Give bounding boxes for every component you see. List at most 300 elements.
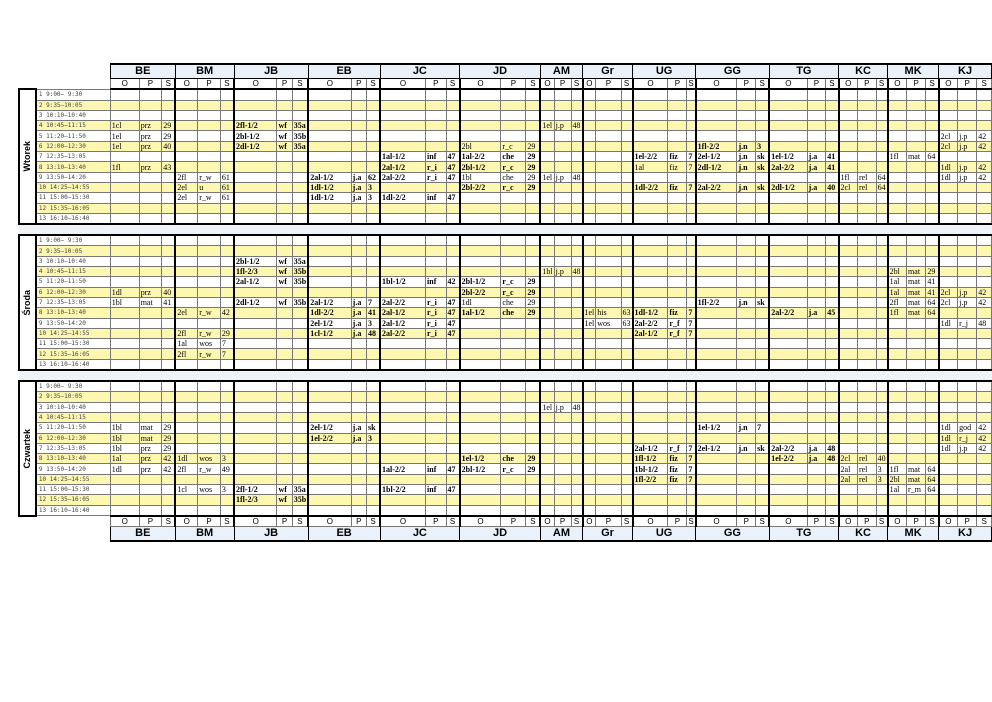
lesson-cell <box>621 443 633 453</box>
lesson-cell <box>583 267 596 277</box>
lesson-cell: 64 <box>926 297 939 307</box>
lesson-cell <box>175 89 197 100</box>
column-label: O <box>308 79 351 90</box>
lesson-cell <box>876 392 888 402</box>
teacher-name: KC <box>839 64 888 79</box>
lesson-cell <box>926 318 939 328</box>
lesson-cell: 40 <box>162 287 176 297</box>
lesson-cell <box>926 182 939 192</box>
time-slot: 1 9:00– 9:30 <box>36 381 110 392</box>
lesson-cell <box>162 267 176 277</box>
lesson-cell: mat <box>907 308 926 318</box>
lesson-cell <box>460 505 501 516</box>
lesson-cell <box>460 318 501 328</box>
lesson-cell <box>839 193 858 203</box>
lesson-cell <box>696 277 737 287</box>
lesson-cell <box>571 235 583 246</box>
lesson-cell: prz <box>139 464 162 474</box>
lesson-cell <box>687 193 696 203</box>
lesson-cell <box>234 100 277 110</box>
lesson-cell <box>292 443 308 453</box>
lesson-cell <box>737 339 756 349</box>
lesson-cell <box>939 277 958 287</box>
lesson-cell <box>446 474 460 484</box>
lesson-cell <box>839 110 858 120</box>
lesson-cell <box>234 412 277 422</box>
lesson-cell <box>426 287 447 297</box>
lesson-cell <box>277 100 292 110</box>
lesson-cell <box>380 89 425 100</box>
lesson-cell <box>277 246 292 256</box>
lesson-cell: 35b <box>293 131 307 141</box>
lesson-cell <box>756 402 770 412</box>
column-label: P <box>737 79 756 90</box>
column-label: O <box>583 516 596 527</box>
lesson-cell <box>571 308 583 318</box>
lesson-cell <box>220 162 234 172</box>
lesson-cell <box>501 256 526 266</box>
lesson-cell: 35b <box>293 277 307 287</box>
lesson-cell <box>110 277 139 287</box>
lesson-cell <box>596 505 621 516</box>
lesson-cell <box>198 433 221 443</box>
column-label: O <box>460 516 501 527</box>
lesson-cell: 1cl <box>110 121 139 131</box>
lesson-cell: 1dl <box>939 423 958 433</box>
lesson-cell: 1fl-2/3 <box>234 495 277 505</box>
column-label: P <box>596 516 621 527</box>
lesson-cell: 29 <box>526 464 540 474</box>
lesson-cell <box>668 235 687 246</box>
lesson-cell <box>907 423 926 433</box>
lesson-cell <box>308 349 351 359</box>
lesson-cell: fiz <box>668 182 687 192</box>
lesson-cell <box>596 193 621 203</box>
lesson-cell <box>426 402 447 412</box>
lesson-cell <box>526 495 540 505</box>
lesson-cell <box>826 412 839 422</box>
lesson-cell <box>958 464 977 474</box>
lesson-cell <box>737 402 756 412</box>
lesson-cell <box>807 297 826 307</box>
lesson-cell: j.a <box>807 162 826 172</box>
lesson-cell <box>633 203 668 213</box>
lesson-cell <box>596 235 621 246</box>
lesson-cell <box>769 141 807 151</box>
lesson-cell <box>234 359 277 370</box>
lesson-cell <box>351 474 366 484</box>
lesson-cell <box>876 89 888 100</box>
lesson-cell <box>571 89 583 100</box>
lesson-cell <box>526 474 540 484</box>
time-slot: 2 9:35–10:05 <box>36 100 110 110</box>
lesson-row <box>19 162 992 172</box>
lesson-cell <box>571 381 583 392</box>
lesson-cell <box>139 328 162 338</box>
lesson-cell <box>977 213 992 224</box>
time-slot: 13 16:10–16:40 <box>36 359 110 370</box>
lesson-row <box>19 182 992 192</box>
lesson-cell <box>571 318 583 328</box>
lesson-cell <box>162 213 176 224</box>
lesson-row <box>19 359 992 370</box>
lesson-cell <box>826 484 839 494</box>
lesson-cell <box>888 402 907 412</box>
lesson-cell <box>839 121 858 131</box>
lesson-cell <box>857 121 876 131</box>
lesson-cell <box>198 110 221 120</box>
lesson-cell: 2dl-1/2 <box>769 182 807 192</box>
lesson-cell <box>596 328 621 338</box>
teacher-name: BE <box>110 64 175 79</box>
lesson-cell <box>351 287 366 297</box>
lesson-cell <box>446 267 460 277</box>
lesson-cell <box>839 141 858 151</box>
lesson-cell: inf <box>426 464 447 474</box>
lesson-cell: fiz <box>668 162 687 172</box>
lesson-cell <box>308 110 351 120</box>
lesson-cell <box>696 392 737 402</box>
lesson-cell <box>526 392 540 402</box>
lesson-cell <box>351 484 366 494</box>
lesson-cell <box>292 328 308 338</box>
lesson-cell <box>277 454 292 464</box>
lesson-cell <box>857 339 876 349</box>
lesson-cell <box>351 100 366 110</box>
lesson-cell <box>907 433 926 443</box>
lesson-cell <box>139 267 162 277</box>
lesson-cell: 1dl-2/2 <box>633 182 668 192</box>
lesson-cell <box>807 277 826 287</box>
lesson-cell: j.a <box>351 182 366 192</box>
lesson-cell <box>876 308 888 318</box>
lesson-cell <box>737 412 756 422</box>
lesson-cell <box>807 484 826 494</box>
lesson-cell <box>769 381 807 392</box>
lesson-cell <box>826 359 839 370</box>
lesson-cell <box>596 349 621 359</box>
lesson-cell <box>162 308 176 318</box>
lesson-cell <box>366 381 380 392</box>
lesson-cell <box>907 89 926 100</box>
lesson-cell: 2fl <box>888 297 907 307</box>
lesson-cell: r_c <box>501 141 526 151</box>
lesson-cell <box>426 100 447 110</box>
lesson-cell <box>501 193 526 203</box>
lesson-cell <box>554 110 571 120</box>
lesson-cell <box>926 505 939 516</box>
lesson-cell <box>554 412 571 422</box>
lesson-row <box>19 141 992 151</box>
lesson-cell <box>696 121 737 131</box>
lesson-cell <box>888 423 907 433</box>
lesson-cell <box>839 308 858 318</box>
lesson-cell <box>540 381 554 392</box>
lesson-cell <box>826 100 839 110</box>
lesson-cell <box>162 277 176 287</box>
lesson-cell <box>162 339 176 349</box>
lesson-cell <box>737 484 756 494</box>
lesson-cell <box>460 100 501 110</box>
lesson-cell: mat <box>907 152 926 162</box>
lesson-cell <box>907 412 926 422</box>
lesson-cell: j.p <box>554 172 571 182</box>
lesson-cell: fiz <box>668 474 687 484</box>
lesson-cell <box>668 172 687 182</box>
lesson-cell <box>939 495 958 505</box>
lesson-cell <box>571 297 583 307</box>
lesson-cell <box>668 349 687 359</box>
lesson-cell <box>501 246 526 256</box>
lesson-cell <box>198 141 221 151</box>
lesson-cell <box>756 235 770 246</box>
lesson-cell: 47 <box>446 308 460 318</box>
lesson-cell <box>175 287 197 297</box>
lesson-cell <box>958 402 977 412</box>
lesson-cell <box>583 172 596 182</box>
lesson-cell <box>668 141 687 151</box>
lesson-cell <box>737 121 756 131</box>
lesson-cell <box>554 392 571 402</box>
lesson-cell <box>426 267 447 277</box>
lesson-cell <box>926 423 939 433</box>
lesson-cell <box>668 203 687 213</box>
lesson-cell <box>839 359 858 370</box>
lesson-cell <box>220 246 234 256</box>
lesson-cell: 35a <box>292 141 308 151</box>
lesson-cell <box>939 474 958 484</box>
lesson-cell: 2fl <box>175 349 197 359</box>
lesson-cell: 3 <box>366 433 380 443</box>
lesson-cell <box>162 359 176 370</box>
lesson-cell <box>110 110 139 120</box>
lesson-cell <box>139 381 162 392</box>
column-label: S <box>571 79 583 90</box>
lesson-cell <box>756 359 770 370</box>
lesson-cell <box>460 203 501 213</box>
day-label <box>19 381 36 516</box>
lesson-cell <box>621 339 633 349</box>
lesson-cell: 48 <box>572 402 581 412</box>
lesson-cell <box>571 328 583 338</box>
lesson-cell <box>540 193 554 203</box>
lesson-cell <box>977 464 992 474</box>
lesson-cell <box>292 412 308 422</box>
lesson-cell: j.a <box>807 454 826 464</box>
lesson-cell: 42 <box>977 443 992 453</box>
lesson-cell <box>554 381 571 392</box>
lesson-cell <box>888 339 907 349</box>
lesson-cell <box>926 392 939 402</box>
lesson-cell <box>769 328 807 338</box>
lesson-cell <box>571 495 583 505</box>
teacher-name: UG <box>633 527 696 542</box>
lesson-cell <box>292 213 308 224</box>
lesson-cell <box>839 297 858 307</box>
lesson-cell: 35a <box>292 121 308 131</box>
lesson-cell <box>292 89 308 100</box>
lesson-cell <box>460 110 501 120</box>
lesson-cell <box>175 423 197 433</box>
lesson-cell <box>839 100 858 110</box>
lesson-cell <box>888 131 907 141</box>
lesson-cell: r_c <box>501 277 526 287</box>
lesson-cell: 29 <box>526 152 540 162</box>
lesson-cell <box>571 484 583 494</box>
lesson-cell: 2dl-1/2 <box>696 162 737 172</box>
lesson-cell <box>110 505 139 516</box>
lesson-cell <box>807 495 826 505</box>
lesson-cell <box>426 392 447 402</box>
lesson-cell <box>888 318 907 328</box>
lesson-cell <box>621 297 633 307</box>
lesson-cell <box>110 359 139 370</box>
lesson-cell <box>839 213 858 224</box>
lesson-cell <box>807 392 826 402</box>
lesson-cell: 29 <box>526 287 540 297</box>
teacher-name: JB <box>234 64 308 79</box>
lesson-cell: 43 <box>162 162 176 172</box>
lesson-cell <box>554 505 571 516</box>
lesson-cell: 2bl <box>888 474 907 484</box>
lesson-cell <box>162 256 176 266</box>
lesson-cell <box>308 141 351 151</box>
lesson-cell: 47 <box>446 162 460 172</box>
lesson-cell: 2fl <box>175 172 197 182</box>
lesson-cell: 47 <box>446 193 460 203</box>
lesson-cell <box>621 203 633 213</box>
lesson-cell <box>621 412 633 422</box>
lesson-cell: 61 <box>220 172 234 182</box>
lesson-cell <box>888 443 907 453</box>
lesson-cell <box>139 246 162 256</box>
lesson-cell <box>571 474 583 484</box>
lesson-cell: 1dl <box>939 162 958 172</box>
lesson-cell: 1dl-2/2 <box>380 193 425 203</box>
lesson-cell <box>139 152 162 162</box>
lesson-cell <box>446 359 460 370</box>
lesson-cell: 2el-1/2 <box>696 152 737 162</box>
column-label: S <box>621 516 633 527</box>
lesson-cell <box>888 381 907 392</box>
lesson-cell <box>687 110 696 120</box>
column-label: O <box>380 79 425 90</box>
lesson-cell <box>888 172 907 182</box>
lesson-cell <box>926 495 939 505</box>
column-label: O <box>110 516 139 527</box>
lesson-cell <box>162 172 176 182</box>
lesson-cell: 2el <box>175 308 197 318</box>
lesson-cell <box>460 412 501 422</box>
lesson-cell <box>175 318 197 328</box>
lesson-cell: 1dl <box>110 287 139 297</box>
lesson-cell <box>668 505 687 516</box>
column-label: P <box>426 79 447 90</box>
lesson-cell <box>380 287 425 297</box>
lesson-cell <box>526 484 540 494</box>
lesson-cell <box>501 267 526 277</box>
lesson-cell <box>292 474 308 484</box>
lesson-cell <box>554 484 571 494</box>
lesson-cell <box>596 162 621 172</box>
column-label: O <box>888 79 907 90</box>
lesson-cell <box>907 182 926 192</box>
lesson-cell <box>540 443 554 453</box>
lesson-cell <box>876 287 888 297</box>
lesson-row <box>19 474 992 484</box>
lesson-cell <box>876 246 888 256</box>
time-slot: 8 13:10–13:40 <box>36 308 110 318</box>
lesson-cell <box>308 246 351 256</box>
lesson-cell: 1dl <box>939 443 958 453</box>
lesson-cell <box>907 100 926 110</box>
lesson-cell <box>756 172 770 182</box>
lesson-cell: mat <box>139 423 162 433</box>
lesson-cell <box>277 172 292 182</box>
lesson-cell <box>621 121 633 131</box>
lesson-cell <box>826 402 839 412</box>
lesson-cell: wf <box>277 484 292 494</box>
lesson-cell: r_w <box>198 464 221 474</box>
lesson-cell: wos <box>596 318 621 328</box>
lesson-cell: 2fl-1/2 <box>234 484 277 494</box>
lesson-cell <box>696 339 737 349</box>
lesson-cell <box>596 495 621 505</box>
time-slot: 3 10:10–10:40 <box>36 256 110 266</box>
lesson-cell <box>596 121 621 131</box>
lesson-cell <box>958 412 977 422</box>
lesson-cell <box>540 213 554 224</box>
lesson-cell <box>696 267 737 277</box>
lesson-cell <box>526 131 540 141</box>
lesson-cell <box>621 172 633 182</box>
column-label: P <box>807 516 826 527</box>
schedule-table <box>18 63 992 542</box>
lesson-cell <box>687 495 696 505</box>
lesson-cell <box>769 203 807 213</box>
lesson-cell <box>876 256 888 266</box>
lesson-cell <box>554 141 571 151</box>
lesson-cell <box>596 172 621 182</box>
lesson-cell <box>277 110 292 120</box>
lesson-cell: wf <box>277 495 292 505</box>
lesson-cell <box>769 495 807 505</box>
teacher-name: TG <box>769 527 838 542</box>
lesson-cell: wf <box>277 297 292 307</box>
lesson-cell <box>926 328 939 338</box>
lesson-cell <box>234 182 277 192</box>
lesson-cell: 42 <box>977 162 992 172</box>
lesson-cell <box>540 359 554 370</box>
lesson-cell <box>839 349 858 359</box>
lesson-cell <box>198 277 221 287</box>
lesson-cell <box>220 121 234 131</box>
lesson-cell <box>426 235 447 246</box>
column-label: O <box>308 516 351 527</box>
lesson-cell <box>583 505 596 516</box>
lesson-cell: 1dl <box>939 172 958 182</box>
lesson-cell <box>668 297 687 307</box>
lesson-cell <box>668 89 687 100</box>
lesson-cell <box>540 433 554 443</box>
lesson-cell <box>139 203 162 213</box>
lesson-cell <box>633 246 668 256</box>
lesson-cell: 29 <box>220 328 234 338</box>
lesson-cell <box>220 381 234 392</box>
lesson-cell: 7 <box>687 328 696 338</box>
day-name: Wtorek <box>21 141 32 172</box>
lesson-row <box>19 172 992 182</box>
